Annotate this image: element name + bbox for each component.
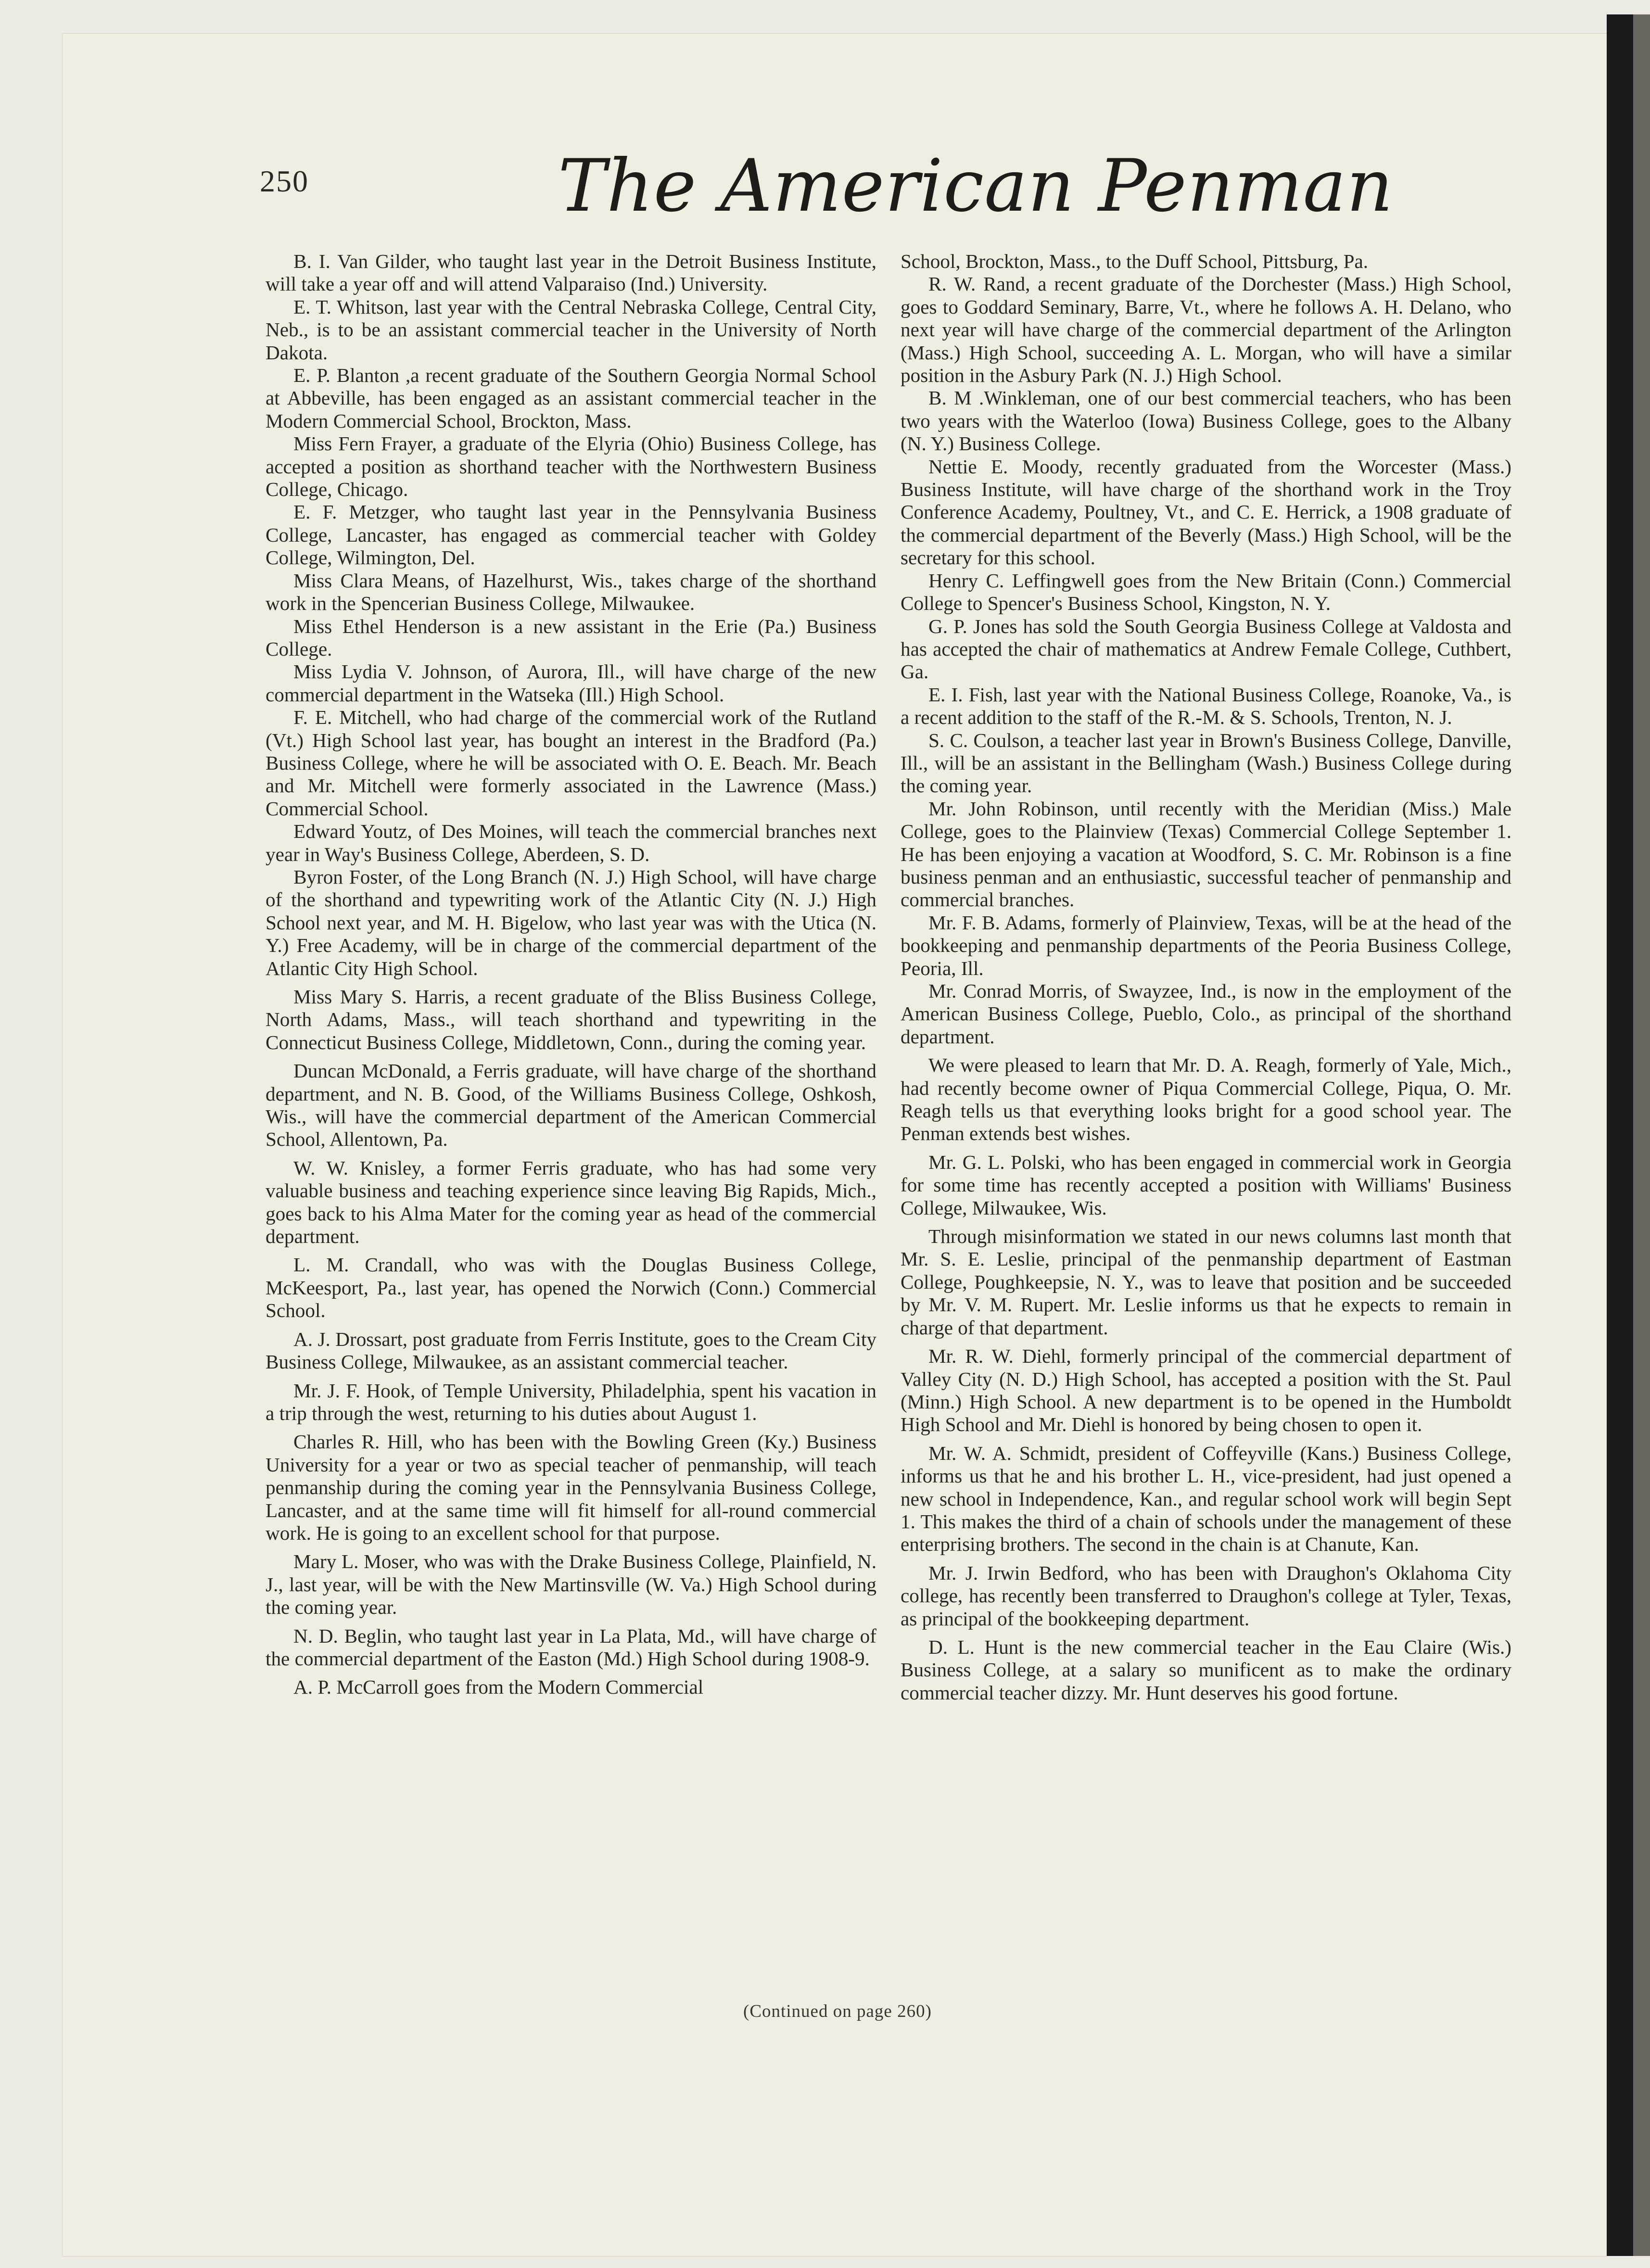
news-paragraph: D. L. Hunt is the new commercial teacher in the Eau Claire (Wis.) Business College, at a salary so munificent as to make the ordinary commercial teacher dizzy. Mr. Hunt deserves his good fortune. (901, 1635, 1511, 1704)
masthead-title: The American Penman (558, 144, 1394, 228)
news-paragraph: Mr. G. L. Polski, who has been engaged in commercial work in Georgia for some time has recently accepted a position with Williams' Business College, Milwaukee, Wis. (901, 1151, 1511, 1219)
news-paragraph: Miss Fern Frayer, a graduate of the Elyria (Ohio) Business College, has accepted a position as shorthand teacher with the Northwestern Business College, Chicago. (266, 432, 876, 501)
next-page-edge (1633, 14, 1650, 2256)
news-paragraph: Mary L. Moser, who was with the Drake Business College, Plainfield, N. J., last year, will be with the New Martinsville (W. Va.) High School during the coming year. (266, 1550, 876, 1619)
news-paragraph: W. W. Knisley, a former Ferris graduate, who has had some very valuable business and teaching experience since leaving Big Rapids, Mich., goes back to his Alma Mater for the coming year as head of the commercial department. (266, 1156, 876, 1248)
news-paragraph: E. P. Blanton ,a recent graduate of the Southern Georgia Normal School at Abbeville, has been engaged as an assistant commercial teacher in the Modern Commercial School, Brockton, Mass. (266, 364, 876, 432)
news-paragraph: E. T. Whitson, last year with the Central Nebraska College, Central City, Neb., is to be an assistant commercial teacher in the University of North Dakota. (266, 295, 876, 364)
news-paragraph: A. P. McCarroll goes from the Modern Commercial (293, 1676, 704, 1698)
news-paragraph: Henry C. Leffingwell goes from the New Britain (Conn.) Commercial College to Spencer's Business School, Kingston, N. Y. (901, 569, 1511, 615)
right-column (901, 250, 1511, 1704)
news-paragraph: School, Brockton, Mass., to the Duff School, Pittsburg, Pa. (901, 250, 1369, 272)
news-paragraph: Duncan McDonald, a Ferris graduate, will have charge of the shorthand department, and N. B. Good, of the Williams Business College, Oshkosh, Wis., will have the commercial department of the American Commercial School, Allentown, Pa. (266, 1060, 876, 1151)
left-column (266, 250, 876, 1699)
news-paragraph: Through misinformation we stated in our news columns last month that Mr. S. E. Leslie, principal of the penmanship department of Eastman College, Poughkeepsie, N. Y., was to leave that position and be succeeded by Mr. V. M. Rupert. Mr. Leslie informs us that he expects to remain in charge of that department. (901, 1225, 1511, 1339)
continued-note: (Continued on page 260) (743, 2002, 932, 2021)
news-paragraph: Mr. W. A. Schmidt, president of Coffeyville (Kans.) Business College, informs us that he and his brother L. H., vice-president, had just opened a new school in Independence, Kan., and regular school work will begin Sept 1. This makes the third of a chain of schools under the management of these enterprising brothers. The second in the chain is at Chanute, Kan. (901, 1442, 1511, 1556)
news-paragraph: Mr. F. B. Adams, formerly of Plainview, Texas, will be at the head of the bookkeeping and penmanship departments of the Peoria Business College, Peoria, Ill. (901, 911, 1511, 979)
page-header (260, 144, 1510, 245)
news-paragraph: E. F. Metzger, who taught last year in the Pennsylvania Business College, Lancaster, has engaged as commercial teacher with Goldey College, Wilmington, Del. (266, 501, 876, 569)
news-paragraph: Charles R. Hill, who has been with the Bowling Green (Ky.) Business University for a year or two as special teacher of penmanship, will teach penmanship during the coming year in the Pennsylvania Business College, Lancaster, and at the same time will fit himself for all-round commercial work. He is going to an excellent school for that purpose. (266, 1431, 876, 1544)
news-paragraph: A. J. Drossart, post graduate from Ferris Institute, goes to the Cream City Business College, Milwaukee, as an assistant commercial teacher. (266, 1328, 876, 1373)
page-number: 250 (260, 164, 309, 198)
news-paragraph: We were pleased to learn that Mr. D. A. Reagh, formerly of Yale, Mich., had recently become owner of Piqua Commercial College, Piqua, O. Mr. Reagh tells us that everything looks bright for a good school year. The Penman extends best wishes. (901, 1054, 1511, 1145)
news-paragraph: Miss Lydia V. Johnson, of Aurora, Ill., will have charge of the new commercial department in the Watseka (Ill.) High School. (266, 660, 876, 706)
news-paragraph: F. E. Mitchell, who had charge of the commercial work of the Rutland (Vt.) High School last year, has bought an interest in the Bradford (Pa.) Business College, where he will be associated with O. E. Beach. Mr. Beach and Mr. Mitchell were formerly associated in the Lawrence (Mass.) Commercial School. (266, 706, 876, 820)
news-paragraph: Nettie E. Moody, recently graduated from the Worcester (Mass.) Business Institute, will have charge of the shorthand work in the Troy Conference Academy, Poultney, Vt., and C. E. Herrick, a 1908 graduate of the commercial department of the Beverly (Mass.) High School, will be the secretary for this school. (901, 455, 1511, 569)
news-paragraph: B. M .Winkleman, one of our best commercial teachers, who has been two years with the Waterloo (Iowa) Business College, goes to the Albany (N. Y.) Business College. (901, 387, 1511, 455)
news-paragraph: Miss Mary S. Harris, a recent graduate of the Bliss Business College, North Adams, Mass., will teach shorthand and typewriting in the Connecticut Business College, Middletown, Conn., during the coming year. (266, 986, 876, 1053)
news-paragraph: L. M. Crandall, who was with the Douglas Business College, McKeesport, Pa., last year, has opened the Norwich (Conn.) Commercial School. (266, 1254, 876, 1322)
news-paragraph: N. D. Beglin, who taught last year in La Plata, Md., will have charge of the commercial department of the Easton (Md.) High School during 1908-9. (266, 1624, 876, 1670)
news-paragraph: R. W. Rand, a recent graduate of the Dorchester (Mass.) High School, goes to Goddard Seminary, Barre, Vt., where he follows A. H. Delano, who next year will have charge of the commercial department of the Arlington (Mass.) High School, succeeding A. L. Morgan, who will have a similar position in the Asbury Park (N. J.) High School. (901, 273, 1511, 387)
news-paragraph: G. P. Jones has sold the South Georgia Business College at Valdosta and has accepted the chair of mathematics at Andrew Female College, Cuthbert, Ga. (901, 615, 1511, 683)
news-paragraph: E. I. Fish, last year with the National Business College, Roanoke, Va., is a recent addition to the staff of the R.-M. & S. Schools, Trenton, N. J. (901, 683, 1511, 729)
news-paragraph: Mr. Conrad Morris, of Swayzee, Ind., is now in the employment of the American Business College, Pueblo, Colo., as principal of the shorthand department. (901, 980, 1511, 1048)
news-paragraph: Miss Ethel Henderson is a new assistant in the Erie (Pa.) Business College. (266, 615, 876, 660)
news-paragraph: B. I. Van Gilder, who taught last year in the Detroit Business Institute, will take a year off and will attend Valparaiso (Ind.) University. (266, 250, 876, 295)
news-paragraph: Mr. R. W. Diehl, formerly principal of the commercial department of Valley City (N. D.) High School, has accepted a position with the St. Paul (Minn.) High School. A new department is to be opened in the Humboldt High School and Mr. Diehl is honored by being chosen to open it. (901, 1345, 1511, 1436)
news-paragraph: S. C. Coulson, a teacher last year in Brown's Business College, Danville, Ill., will be an assistant in the Bellingham (Wash.) Business College during the coming year. (901, 729, 1511, 797)
news-paragraph: Byron Foster, of the Long Branch (N. J.) High School, will have charge of the shorthand and typewriting work of the Atlantic City (N. J.) High School next year, and M. H. Bigelow, who last year was with the Utica (N. Y.) Free Academy, will be in charge of the commercial department of the Atlantic City High School. (266, 865, 876, 979)
news-paragraph: Mr. J. F. Hook, of Temple University, Philadelphia, spent his vacation in a trip through the west, returning to his duties about August 1. (266, 1379, 876, 1424)
news-paragraph: Mr. John Robinson, until recently with the Meridian (Miss.) Male College, goes to the Plainview (Texas) Commercial College September 1. He has been enjoying a vacation at Woodford, S. C. Mr. Robinson is a fine business penman and an enthusiastic, successful teacher of penmanship and commercial branches. (901, 797, 1511, 911)
news-paragraph: Mr. J. Irwin Bedford, who has been with Draughon's Oklahoma City college, has recently been transferred to Draughon's college at Tyler, Texas, as principal of the bookkeeping department. (901, 1561, 1511, 1630)
binding-edge (1607, 14, 1636, 2256)
news-paragraph: Miss Clara Means, of Hazelhurst, Wis., takes charge of the shorthand work in the Spencerian Business College, Milwaukee. (266, 569, 876, 615)
news-paragraph: Edward Youtz, of Des Moines, will teach the commercial branches next year in Way's Business College, Aberdeen, S. D. (266, 820, 876, 865)
